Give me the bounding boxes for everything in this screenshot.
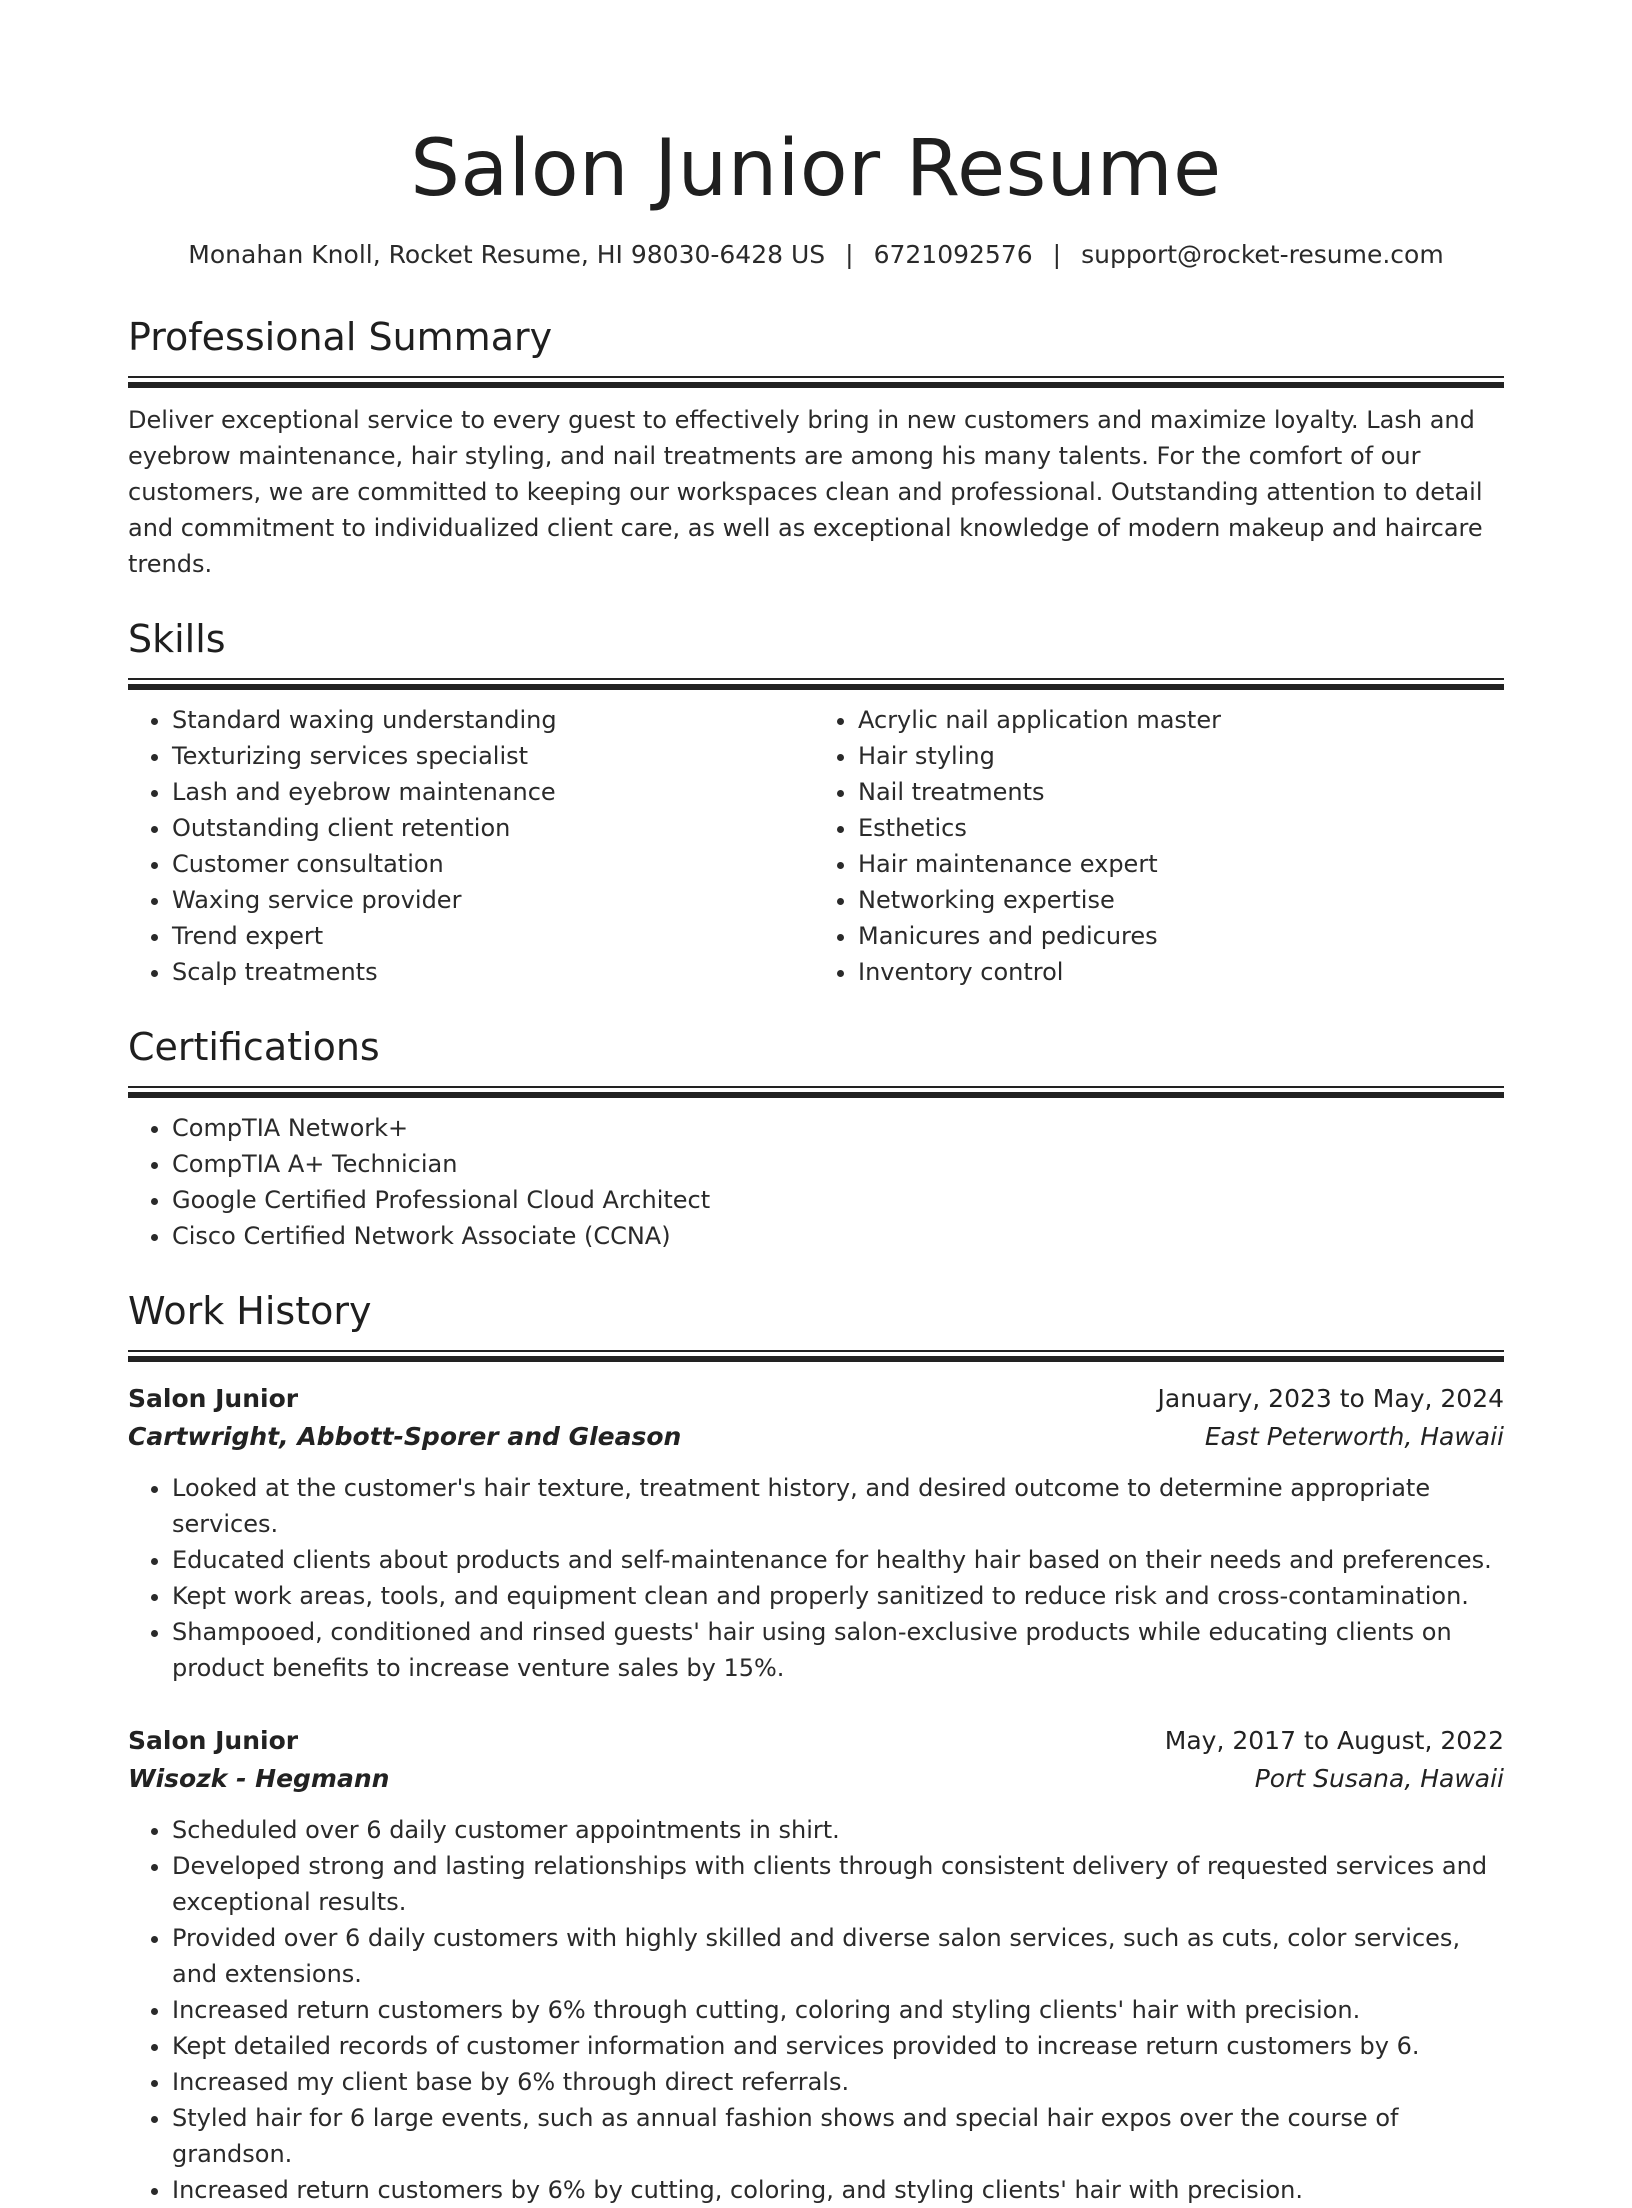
- section-divider: [128, 1350, 1504, 1362]
- skill-item: • Outstanding client retention: [172, 810, 818, 846]
- job-company: Wisozk - Hegmann: [128, 1764, 390, 1793]
- skills-section: [128, 614, 1504, 990]
- skills-heading: Skills: [128, 617, 226, 661]
- job-bullet: • Styled hair for 6 large events, such as annual fashion shows and special hair expos over the course of grandson.: [172, 2100, 1504, 2172]
- skill-item: • Hair styling: [858, 738, 1504, 774]
- certification-item: • Google Certified Professional Cloud Architect: [172, 1182, 1504, 1218]
- certifications-section: [128, 1022, 1504, 1254]
- job-title: Salon Junior: [128, 1726, 299, 1755]
- skill-item: • Trend expert: [172, 918, 818, 954]
- job-dates: January, 2023 to May, 2024: [1157, 1384, 1504, 1413]
- job-dates: May, 2017 to August, 2022: [1164, 1726, 1504, 1755]
- job-bullet: • Increased return customers by 6% by cutting, coloring, and styling clients' hair with precision.: [172, 2172, 1504, 2208]
- skill-item: • Scalp treatments: [172, 954, 818, 990]
- job-location: East Peterworth, Hawaii: [1204, 1422, 1504, 1451]
- job-bullet: • Kept work areas, tools, and equipment clean and properly sanitized to reduce risk and cross-contamination.: [172, 1578, 1504, 1614]
- skill-item: • Acrylic nail application master: [858, 702, 1504, 738]
- skills-grid: [128, 690, 1504, 990]
- skill-item: • Texturizing services specialist: [172, 738, 818, 774]
- job-bullets: [128, 1812, 1504, 2208]
- skill-item: • Waxing service provider: [172, 882, 818, 918]
- contact-line: [128, 238, 1504, 272]
- section-divider: [128, 678, 1504, 690]
- contact-address: Monahan Knoll, Rocket Resume, HI 98030-6428 US: [188, 240, 826, 269]
- section-divider: [128, 376, 1504, 388]
- summary-heading: Professional Summary: [128, 315, 553, 359]
- job-bullet: • Increased return customers by 6% through cutting, coloring and styling clients' hair with precision.: [172, 1992, 1504, 2028]
- job-bullet: • Educated clients about products and self-maintenance for healthy hair based on their needs and preferences.: [172, 1542, 1504, 1578]
- job-bullet: • Scheduled over 6 daily customer appointments in shirt.: [172, 1812, 1504, 1848]
- skill-item: • Esthetics: [858, 810, 1504, 846]
- job-location: Port Susana, Hawaii: [1254, 1764, 1504, 1793]
- resume-title: Salon Junior Resume: [410, 124, 1222, 214]
- certifications-heading: Certifications: [128, 1025, 380, 1069]
- skill-item: • Standard waxing understanding: [172, 702, 818, 738]
- section-divider: [128, 1086, 1504, 1098]
- job-title: Salon Junior: [128, 1384, 299, 1413]
- job-bullet: • Looked at the customer's hair texture, treatment history, and desired outcome to determine appropriate services.: [172, 1470, 1504, 1542]
- work-heading: Work History: [128, 1289, 372, 1333]
- certification-item: • CompTIA A+ Technician: [172, 1146, 1504, 1182]
- contact-phone: 6721092576: [873, 240, 1033, 269]
- job-header-row: [128, 1380, 1504, 1418]
- job-bullet: • Developed strong and lasting relationships with clients through consistent delivery of requested services and exceptional results.: [172, 1848, 1504, 1920]
- job-bullet: • Provided over 6 daily customers with highly skilled and diverse salon services, such as cuts, color services, and extensions.: [172, 1920, 1504, 1992]
- certification-item: • CompTIA Network+: [172, 1110, 1504, 1146]
- skill-item: • Networking expertise: [858, 882, 1504, 918]
- contact-separator: |: [1052, 240, 1062, 269]
- summary-text: Deliver exceptional service to every guest to effectively bring in new customers and maximize loyalty. Lash and eyebrow maintenance, hair styling, and nail treatments are among his many talents. For the comfort of our customers, we are committed to keeping our workspaces clean and professional. Outstanding attention to detail and commitment to individualized client care, as well as exceptional knowledge of modern makeup and haircare trends.: [128, 406, 1483, 578]
- contact-email: support@rocket-resume.com: [1081, 240, 1444, 269]
- job-bullet: • Increased my client base by 6% through direct referrals.: [172, 2064, 1504, 2100]
- skill-item: • Manicures and pedicures: [858, 918, 1504, 954]
- work-section: [128, 1286, 1504, 2208]
- skill-item: • Nail treatments: [858, 774, 1504, 810]
- skills-list-left: [128, 702, 818, 990]
- skills-list-right: [814, 702, 1504, 990]
- job-subheader-row: [128, 1418, 1504, 1456]
- job-subheader-row: [128, 1760, 1504, 1798]
- skill-item: • Lash and eyebrow maintenance: [172, 774, 818, 810]
- summary-section: [128, 312, 1504, 582]
- contact-separator: |: [845, 240, 854, 269]
- job-header-row: [128, 1722, 1504, 1760]
- job-bullets: [128, 1470, 1504, 1686]
- skill-item: • Hair maintenance expert: [858, 846, 1504, 882]
- skill-item: • Inventory control: [858, 954, 1504, 990]
- certifications-list: [128, 1110, 1504, 1254]
- job-company: Cartwright, Abbott-Sporer and Gleason: [128, 1422, 682, 1451]
- job-bullet: • Kept detailed records of customer information and services provided to increase return customers by 6.: [172, 2028, 1504, 2064]
- skill-item: • Customer consultation: [172, 846, 818, 882]
- job-entry: [128, 1380, 1504, 1686]
- job-entry: [128, 1722, 1504, 2208]
- certification-item: • Cisco Certified Network Associate (CCNA): [172, 1218, 1504, 1254]
- job-bullet: • Shampooed, conditioned and rinsed guests' hair using salon-exclusive products while educating clients on product benefits to increase venture sales by 15%.: [172, 1614, 1504, 1686]
